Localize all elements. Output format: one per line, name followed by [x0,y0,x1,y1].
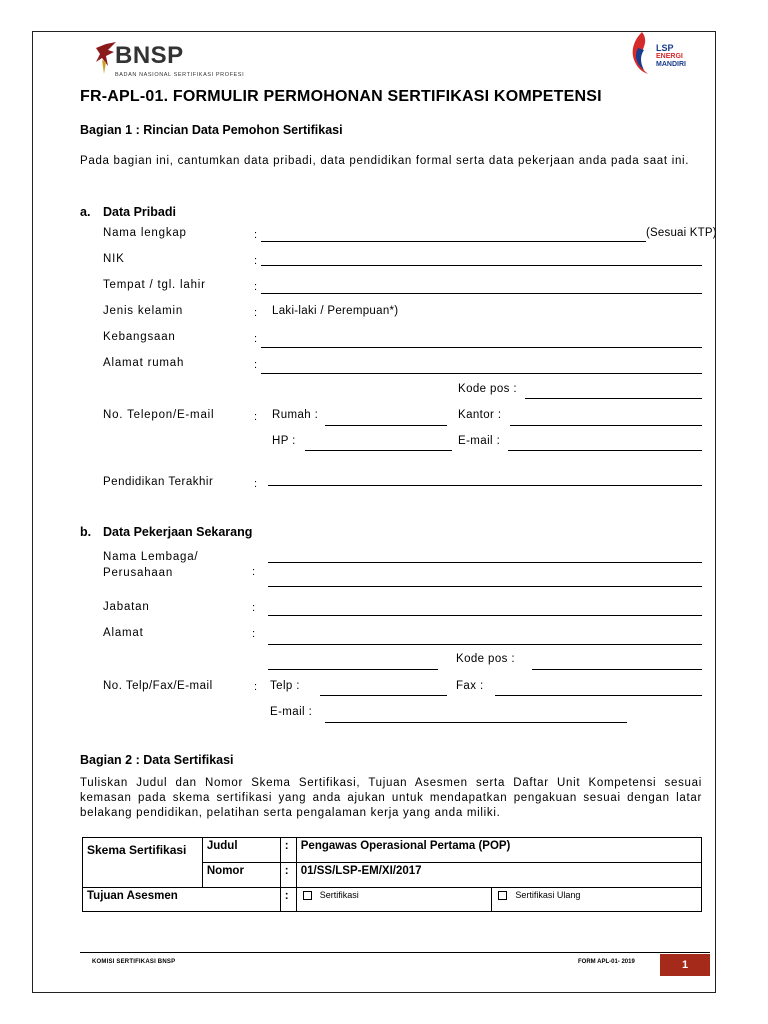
bagian1-heading: Bagian 1 : Rincian Data Pemohon Sertifikasi [80,123,343,137]
checkbox-sertifikasi[interactable] [303,891,312,900]
lembaga-label-2: Perusahaan [103,567,174,579]
telp-field[interactable] [320,695,447,696]
kantor-field[interactable] [510,425,702,426]
alamat-label: Alamat rumah [103,357,185,369]
kode-pos-field[interactable] [525,398,702,399]
pekerjaan-letter: b. [80,525,92,539]
fax-field[interactable] [495,695,702,696]
nomor-label: Nomor [202,863,280,888]
colon: : [254,307,258,319]
nik-label: NIK [103,253,125,265]
email-kantor-label: E-mail : [270,706,313,718]
kebangsaan-field[interactable] [261,347,702,348]
option-sertifikasi-ulang[interactable] [492,888,702,912]
ttl-field[interactable] [261,293,702,294]
jenis-kelamin-option[interactable]: Laki-laki / Perempuan*) [272,305,399,317]
jenis-kelamin-label: Jenis kelamin [103,305,184,317]
alamat-kantor-field-2[interactable] [268,669,438,670]
option-sertifikasi[interactable] [296,888,492,912]
colon: : [252,602,256,614]
judul-value: Pengawas Operasional Pertama (POP) [296,838,701,863]
ttl-label: Tempat / tgl. lahir [103,279,206,291]
footer-divider [80,952,710,953]
tujuan-label: Tujuan Asesmen [83,888,281,912]
footer-left: KOMISI SERTIFIKASI BNSP [92,959,176,965]
pribadi-letter: a. [80,205,91,219]
colon: : [280,888,296,912]
page-number: 1 [660,954,710,976]
skema-table [82,837,702,912]
kantor-label: Kantor : [458,409,502,421]
colon: : [280,863,296,888]
hp-field[interactable] [305,450,452,451]
telepon-label: No. Telepon/E-mail [103,409,215,421]
footer-right: FORM APL-01- 2019 [578,959,635,965]
lembaga-field-2[interactable] [268,586,702,587]
form-title: FR-APL-01. FORMULIR PERMOHONAN SERTIFIKASI KOMPETENSI [80,88,602,105]
jabatan-field[interactable] [268,615,702,616]
flame-icon [626,30,654,76]
alamat-kantor-label: Alamat [103,627,144,639]
alamat-field[interactable] [261,373,702,374]
option-sertifikasi-ulang-label: Sertifikasi Ulang [515,890,581,900]
alamat-kantor-field[interactable] [268,644,702,645]
nama-label: Nama lengkap [103,227,187,239]
colon: : [254,681,258,693]
rumah-field[interactable] [325,425,447,426]
lsp-line-1: LSP [656,43,674,53]
bagian2-intro: Tuliskan Judul dan Nomor Skema Sertifikasi, Tujuan Asesmen serta Daftar Unit Kompetensi sesuai kemasan pada skema sertifikasi yang anda ajukan untuk mendapatkan pengakuan sesuai dengan latar belakang pendidikan, pelatihan serta pengalaman kerja yang anda miliki. [80,777,702,819]
checkbox-sertifikasi-ulang[interactable] [498,891,507,900]
bnsp-subtitle: BADAN NASIONAL SERTIFIKASI PROFESI [115,72,245,78]
lembaga-field-1[interactable] [268,562,702,563]
telp-kantor-label: No. Telp/Fax/E-mail [103,680,213,692]
sesuai-ktp-note: (Sesuai KTP) [646,227,717,239]
nik-field[interactable] [261,265,702,266]
pendidikan-label: Pendidikan Terakhir [103,476,214,488]
bagian1-intro: Pada bagian ini, cantumkan data pribadi, data pendidikan formal serta data pekerjaan anda pada saat ini. [80,155,690,167]
colon: : [254,255,258,267]
kode-pos-kantor-label: Kode pos : [456,653,515,665]
pekerjaan-heading: Data Pekerjaan Sekarang [103,525,253,539]
lsp-text [656,44,686,68]
email-label: E-mail : [458,435,501,447]
hp-label: HP : [272,435,296,447]
pribadi-heading: Data Pribadi [103,205,176,219]
fax-label: Fax : [456,680,484,692]
skema-label: Skema Sertifikasi [83,838,203,888]
rumah-label: Rumah : [272,409,319,421]
colon: : [254,229,258,241]
kode-pos-label: Kode pos : [458,383,517,395]
bagian2-heading: Bagian 2 : Data Sertifikasi [80,753,234,767]
judul-label: Judul [202,838,280,863]
lsp-line-2: ENERGI [656,53,683,60]
bnsp-name: BNSP [115,42,184,69]
colon: : [252,566,256,578]
lembaga-label-1: Nama Lembaga/ [103,551,199,563]
nama-field[interactable] [261,241,646,242]
option-sertifikasi-label: Sertifikasi [319,890,359,900]
nomor-value: 01/SS/LSP-EM/XI/2017 [296,863,701,888]
table-row [83,838,702,863]
kode-pos-kantor-field[interactable] [532,669,702,670]
jabatan-label: Jabatan [103,601,150,613]
colon: : [252,628,256,640]
colon: : [254,359,258,371]
colon: : [254,281,258,293]
kebangsaan-label: Kebangsaan [103,331,176,343]
colon: : [254,411,258,423]
lsp-line-3: MANDIRI [656,60,686,68]
telp-label: Telp : [270,680,300,692]
pendidikan-field[interactable] [268,485,702,486]
colon: : [254,478,258,490]
colon: : [254,333,258,345]
email-field[interactable] [508,450,702,451]
email-kantor-field[interactable] [325,722,627,723]
table-row [83,888,702,912]
colon: : [280,838,296,863]
